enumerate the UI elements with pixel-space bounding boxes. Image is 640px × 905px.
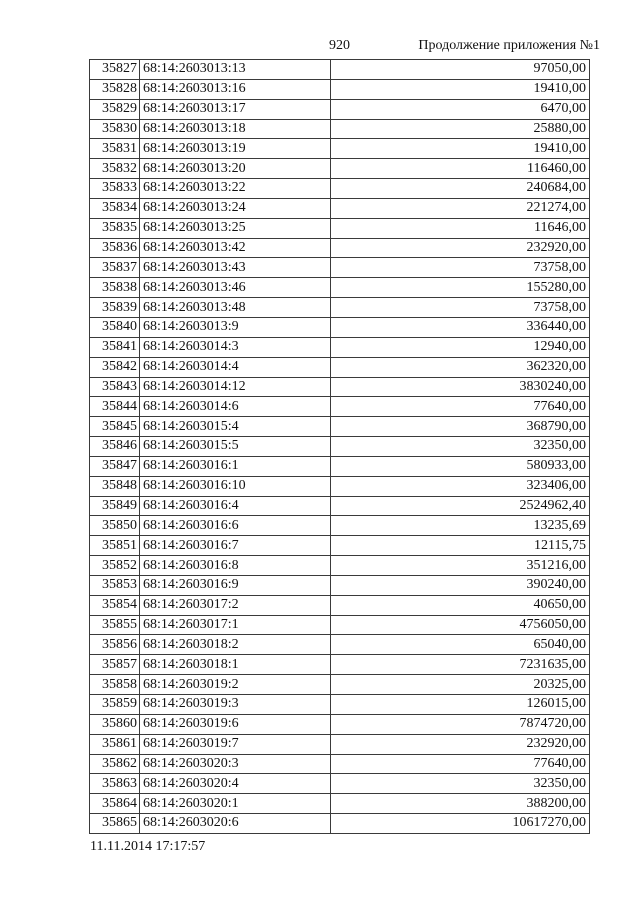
- row-number-cell: 35848: [90, 476, 140, 496]
- table-row: [90, 734, 590, 754]
- table-row: [90, 99, 590, 119]
- table-row: [90, 198, 590, 218]
- cadastral-number-cell: 68:14:2603013:17: [140, 99, 331, 119]
- cadastral-value-cell: 13235,69: [331, 516, 590, 536]
- cadastral-number-cell: 68:14:2603013:43: [140, 258, 331, 278]
- row-number-cell: 35842: [90, 357, 140, 377]
- row-number-cell: 35833: [90, 179, 140, 199]
- table-body: [90, 60, 590, 834]
- table-row: [90, 754, 590, 774]
- table-row: [90, 595, 590, 615]
- cadastral-number-cell: 68:14:2603016:10: [140, 476, 331, 496]
- table-row: [90, 357, 590, 377]
- cadastral-number-cell: 68:14:2603019:3: [140, 695, 331, 715]
- table-row: [90, 794, 590, 814]
- cadastral-value-cell: 116460,00: [331, 159, 590, 179]
- page-number: 920: [329, 38, 350, 53]
- table-row: [90, 714, 590, 734]
- table-row: [90, 139, 590, 159]
- table-row: [90, 615, 590, 635]
- cadastral-value-cell: 6470,00: [331, 99, 590, 119]
- table-row: [90, 496, 590, 516]
- row-number-cell: 35860: [90, 714, 140, 734]
- table-row: [90, 298, 590, 318]
- cadastral-value-cell: 77640,00: [331, 754, 590, 774]
- cadastral-number-cell: 68:14:2603013:24: [140, 198, 331, 218]
- cadastral-number-cell: 68:14:2603020:4: [140, 774, 331, 794]
- cadastral-number-cell: 68:14:2603016:4: [140, 496, 331, 516]
- table-row: [90, 456, 590, 476]
- cadastral-number-cell: 68:14:2603014:3: [140, 337, 331, 357]
- cadastral-number-cell: 68:14:2603017:2: [140, 595, 331, 615]
- row-number-cell: 35847: [90, 456, 140, 476]
- cadastral-value-cell: 2524962,40: [331, 496, 590, 516]
- row-number-cell: 35846: [90, 437, 140, 457]
- row-number-cell: 35851: [90, 536, 140, 556]
- row-number-cell: 35854: [90, 595, 140, 615]
- row-number-cell: 35845: [90, 417, 140, 437]
- cadastral-number-cell: 68:14:2603013:25: [140, 218, 331, 238]
- cadastral-value-cell: 155280,00: [331, 278, 590, 298]
- cadastral-value-cell: 126015,00: [331, 695, 590, 715]
- cadastral-number-cell: 68:14:2603014:6: [140, 397, 331, 417]
- cadastral-number-cell: 68:14:2603014:4: [140, 357, 331, 377]
- row-number-cell: 35843: [90, 377, 140, 397]
- print-timestamp: 11.11.2014 17:17:57: [90, 839, 206, 854]
- cadastral-value-cell: 73758,00: [331, 298, 590, 318]
- cadastral-value-cell: 65040,00: [331, 635, 590, 655]
- table-row: [90, 536, 590, 556]
- cadastral-number-cell: 68:14:2603013:22: [140, 179, 331, 199]
- cadastral-value-cell: 32350,00: [331, 774, 590, 794]
- table-row: [90, 675, 590, 695]
- cadastral-number-cell: 68:14:2603015:4: [140, 417, 331, 437]
- cadastral-number-cell: 68:14:2603020:3: [140, 754, 331, 774]
- cadastral-value-cell: 336440,00: [331, 317, 590, 337]
- table-row: [90, 437, 590, 457]
- table-row: [90, 417, 590, 437]
- table-row: [90, 79, 590, 99]
- cadastral-value-cell: 12940,00: [331, 337, 590, 357]
- table-row: [90, 814, 590, 834]
- cadastral-value-cell: 351216,00: [331, 556, 590, 576]
- cadastral-value-cell: 3830240,00: [331, 377, 590, 397]
- cadastral-value-cell: 25880,00: [331, 119, 590, 139]
- row-number-cell: 35853: [90, 575, 140, 595]
- cadastral-number-cell: 68:14:2603019:7: [140, 734, 331, 754]
- table-row: [90, 60, 590, 80]
- row-number-cell: 35849: [90, 496, 140, 516]
- table-row: [90, 774, 590, 794]
- row-number-cell: 35839: [90, 298, 140, 318]
- table-row: [90, 218, 590, 238]
- cadastral-value-table: [89, 59, 590, 834]
- table-row: [90, 278, 590, 298]
- cadastral-value-cell: 221274,00: [331, 198, 590, 218]
- cadastral-number-cell: 68:14:2603013:46: [140, 278, 331, 298]
- cadastral-value-cell: 368790,00: [331, 417, 590, 437]
- table-row: [90, 238, 590, 258]
- cadastral-number-cell: 68:14:2603013:16: [140, 79, 331, 99]
- cadastral-value-cell: 97050,00: [331, 60, 590, 80]
- row-number-cell: 35855: [90, 615, 140, 635]
- cadastral-number-cell: 68:14:2603020:1: [140, 794, 331, 814]
- cadastral-value-cell: 323406,00: [331, 476, 590, 496]
- cadastral-value-cell: 388200,00: [331, 794, 590, 814]
- cadastral-number-cell: 68:14:2603016:6: [140, 516, 331, 536]
- row-number-cell: 35857: [90, 655, 140, 675]
- row-number-cell: 35834: [90, 198, 140, 218]
- cadastral-value-cell: 7874720,00: [331, 714, 590, 734]
- row-number-cell: 35864: [90, 794, 140, 814]
- table-row: [90, 476, 590, 496]
- cadastral-number-cell: 68:14:2603013:19: [140, 139, 331, 159]
- row-number-cell: 35850: [90, 516, 140, 536]
- table-row: [90, 317, 590, 337]
- cadastral-number-cell: 68:14:2603016:9: [140, 575, 331, 595]
- cadastral-value-cell: 11646,00: [331, 218, 590, 238]
- table-row: [90, 377, 590, 397]
- table-row: [90, 655, 590, 675]
- row-number-cell: 35862: [90, 754, 140, 774]
- row-number-cell: 35865: [90, 814, 140, 834]
- cadastral-value-cell: 73758,00: [331, 258, 590, 278]
- cadastral-number-cell: 68:14:2603013:13: [140, 60, 331, 80]
- cadastral-number-cell: 68:14:2603016:1: [140, 456, 331, 476]
- row-number-cell: 35861: [90, 734, 140, 754]
- row-number-cell: 35837: [90, 258, 140, 278]
- table-row: [90, 695, 590, 715]
- cadastral-number-cell: 68:14:2603013:18: [140, 119, 331, 139]
- cadastral-value-cell: 20325,00: [331, 675, 590, 695]
- cadastral-value-cell: 240684,00: [331, 179, 590, 199]
- row-number-cell: 35830: [90, 119, 140, 139]
- row-number-cell: 35844: [90, 397, 140, 417]
- cadastral-value-cell: 12115,75: [331, 536, 590, 556]
- table-row: [90, 337, 590, 357]
- cadastral-value-cell: 10617270,00: [331, 814, 590, 834]
- cadastral-value-cell: 580933,00: [331, 456, 590, 476]
- table-row: [90, 179, 590, 199]
- cadastral-value-cell: 40650,00: [331, 595, 590, 615]
- row-number-cell: 35828: [90, 79, 140, 99]
- cadastral-number-cell: 68:14:2603016:8: [140, 556, 331, 576]
- cadastral-value-cell: 77640,00: [331, 397, 590, 417]
- table-row: [90, 397, 590, 417]
- cadastral-value-cell: 232920,00: [331, 734, 590, 754]
- cadastral-value-cell: 19410,00: [331, 139, 590, 159]
- cadastral-value-cell: 232920,00: [331, 238, 590, 258]
- row-number-cell: 35863: [90, 774, 140, 794]
- cadastral-number-cell: 68:14:2603013:48: [140, 298, 331, 318]
- row-number-cell: 35832: [90, 159, 140, 179]
- row-number-cell: 35831: [90, 139, 140, 159]
- cadastral-number-cell: 68:14:2603014:12: [140, 377, 331, 397]
- table-row: [90, 159, 590, 179]
- cadastral-number-cell: 68:14:2603013:9: [140, 317, 331, 337]
- row-number-cell: 35841: [90, 337, 140, 357]
- cadastral-value-cell: 32350,00: [331, 437, 590, 457]
- row-number-cell: 35829: [90, 99, 140, 119]
- cadastral-number-cell: 68:14:2603018:1: [140, 655, 331, 675]
- continuation-heading: Продолжение приложения №1: [418, 38, 600, 53]
- cadastral-number-cell: 68:14:2603016:7: [140, 536, 331, 556]
- table-row: [90, 258, 590, 278]
- row-number-cell: 35859: [90, 695, 140, 715]
- cadastral-number-cell: 68:14:2603018:2: [140, 635, 331, 655]
- row-number-cell: 35852: [90, 556, 140, 576]
- row-number-cell: 35840: [90, 317, 140, 337]
- row-number-cell: 35856: [90, 635, 140, 655]
- cadastral-number-cell: 68:14:2603019:2: [140, 675, 331, 695]
- cadastral-value-cell: 362320,00: [331, 357, 590, 377]
- table-row: [90, 556, 590, 576]
- cadastral-value-cell: 19410,00: [331, 79, 590, 99]
- table-row: [90, 575, 590, 595]
- cadastral-number-cell: 68:14:2603017:1: [140, 615, 331, 635]
- cadastral-number-cell: 68:14:2603019:6: [140, 714, 331, 734]
- table-row: [90, 635, 590, 655]
- cadastral-number-cell: 68:14:2603015:5: [140, 437, 331, 457]
- cadastral-number-cell: 68:14:2603013:42: [140, 238, 331, 258]
- cadastral-number-cell: 68:14:2603020:6: [140, 814, 331, 834]
- cadastral-value-cell: 390240,00: [331, 575, 590, 595]
- cadastral-number-cell: 68:14:2603013:20: [140, 159, 331, 179]
- row-number-cell: 35838: [90, 278, 140, 298]
- cadastral-value-cell: 4756050,00: [331, 615, 590, 635]
- row-number-cell: 35836: [90, 238, 140, 258]
- row-number-cell: 35835: [90, 218, 140, 238]
- table-row: [90, 119, 590, 139]
- row-number-cell: 35858: [90, 675, 140, 695]
- table-row: [90, 516, 590, 536]
- row-number-cell: 35827: [90, 60, 140, 80]
- cadastral-value-cell: 7231635,00: [331, 655, 590, 675]
